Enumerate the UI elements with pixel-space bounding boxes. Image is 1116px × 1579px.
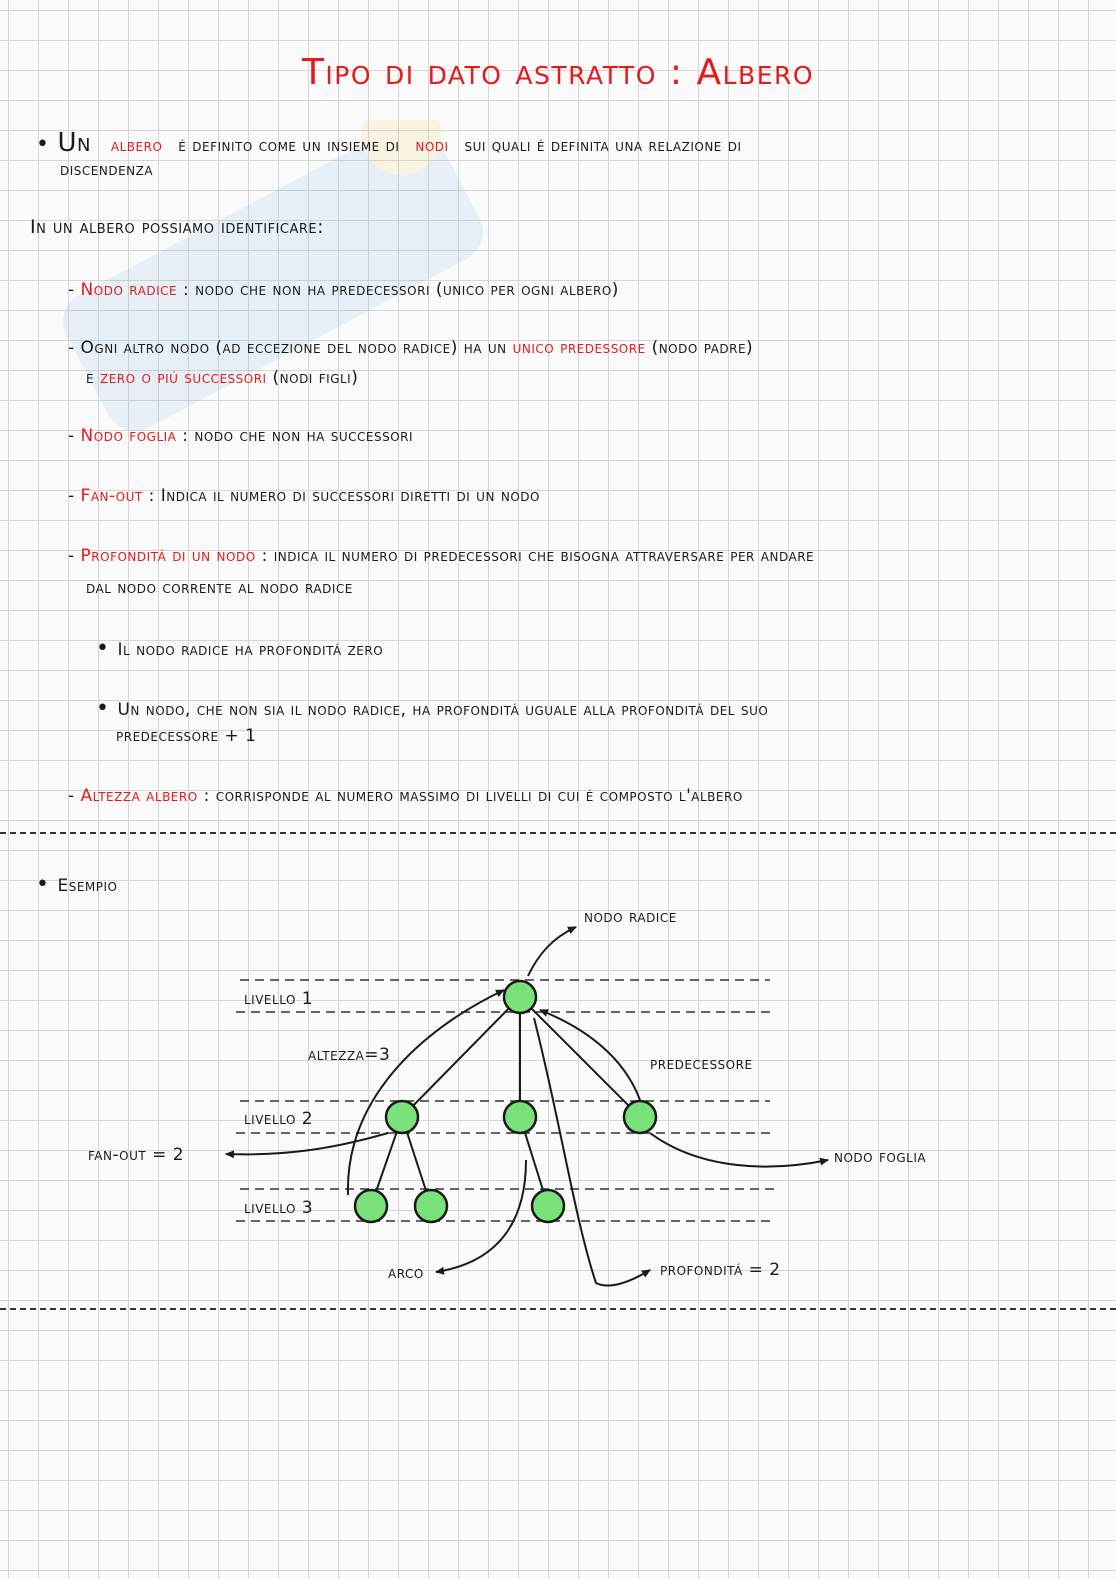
arrow-nodo-radice [528, 927, 576, 976]
dash-marker: - [68, 486, 81, 506]
text-nodo-foglia: : nodo che non ha successori [182, 426, 414, 446]
edge-root-left [402, 997, 520, 1117]
label-predecessore: predecessore [650, 1054, 753, 1074]
text-nodo-padre: (nodo padre) [651, 338, 754, 358]
term-nodo-radice: Nodo radice [80, 280, 178, 300]
bullet-icon: • [36, 132, 50, 157]
intro-term-albero: albero [110, 136, 163, 156]
bullet-icon: • [96, 696, 110, 721]
item-profondita [68, 546, 814, 566]
label-livello2: livello 2 [244, 1109, 314, 1129]
identify-heading: In un albero possiamo identificare: [30, 216, 324, 238]
item-ogni-altro-nodo-2 [86, 368, 358, 388]
dash-marker: - [68, 280, 81, 300]
tree-node-level3-2 [415, 1190, 447, 1222]
tree-node-level2-right [624, 1101, 656, 1133]
term-altezza: Altezza albero [80, 786, 198, 806]
text-sub2a: Un nodo, che non sia il nodo radice, ha profonditá uguale alla profonditá del suo [117, 700, 769, 720]
label-arco: arco [388, 1263, 424, 1283]
text-e: e [86, 368, 95, 388]
tree-node-root [504, 981, 536, 1013]
dash-marker: - [68, 426, 81, 446]
term-fan-out: Fan-out [80, 486, 143, 506]
intro-text: é definito come un insieme di [178, 136, 400, 156]
text-fan-out: : Indica il numero di successori diretti di un nodo [148, 486, 540, 506]
tree-node-level2-middle [504, 1101, 536, 1133]
arrow-profondita [534, 1018, 650, 1286]
text-nodi-figli: (nodi figli) [272, 368, 359, 388]
text-sub1: Il nodo radice ha profonditá zero [117, 640, 384, 660]
tree-node-level2-left [386, 1101, 418, 1133]
dash-marker: - [68, 338, 81, 358]
term-unico: unico [512, 338, 555, 358]
bullet-icon: • [36, 872, 50, 897]
term-nodo-foglia: Nodo foglia [80, 426, 177, 446]
edge-root-right [520, 997, 640, 1117]
term-zero-successori: zero o piú successori [100, 368, 267, 388]
separator-top [0, 832, 1116, 834]
intro-line-1 [36, 128, 742, 158]
intro-word-un: Un [57, 128, 91, 158]
item-nodo-radice [68, 280, 619, 300]
intro-term-nodi: nodi [415, 136, 449, 156]
text-sub2b: predecessore + 1 [116, 726, 257, 746]
item-nodo-foglia [68, 426, 413, 446]
label-profondita: profonditá = 2 [660, 1260, 781, 1280]
label-nodo-foglia: nodo foglia [834, 1147, 927, 1167]
label-fan-out: fan-out = 2 [88, 1145, 185, 1165]
sub-item-profondita [96, 696, 768, 721]
term-predessore: predessore [560, 338, 646, 358]
text-nodo-radice: : nodo che non ha predecessori (unico per ogni albero) [183, 280, 619, 300]
tree-node-level3-3 [532, 1190, 564, 1222]
arrow-nodo-foglia [650, 1133, 828, 1167]
page-title: Tipo di dato astratto : Albero [301, 52, 815, 93]
item-altezza [68, 786, 743, 806]
text-altezza: : corrisponde al numero massimo di livelli di cui é composto l'albero [203, 786, 743, 806]
label-livello3: livello 3 [244, 1198, 314, 1218]
sub-item-radice-zero [96, 636, 383, 661]
arrow-fan-out [226, 1133, 388, 1154]
text-ogni-altro: Ogni altro nodo (ad eccezione del nodo radice) ha un [80, 338, 507, 358]
text-profondita-2: dal nodo corrente al nodo radice [86, 578, 353, 598]
intro-line-2: discendenza [60, 160, 154, 180]
dash-marker: - [68, 546, 81, 566]
tree-diagram [0, 890, 1116, 1310]
example-label: Esempio [57, 876, 118, 896]
label-livello1: livello 1 [244, 989, 314, 1009]
arrow-arco [436, 1160, 526, 1272]
intro-text-2: sui quali é definita una relazione di [464, 136, 742, 156]
dash-marker: - [68, 786, 81, 806]
item-ogni-altro-nodo [68, 338, 753, 358]
term-profondita: Profonditá di un nodo [80, 546, 256, 566]
label-altezza: altezza=3 [308, 1045, 391, 1065]
item-fan-out [68, 486, 540, 506]
separator-bottom [0, 1308, 1116, 1310]
arrow-predecessore [540, 1010, 640, 1100]
label-nodo-radice: nodo radice [584, 907, 677, 927]
bullet-icon: • [96, 636, 110, 661]
text-profondita: : indica il numero di predecessori che bisogna attraversare per andare [261, 546, 815, 566]
tree-node-level3-1 [355, 1190, 387, 1222]
